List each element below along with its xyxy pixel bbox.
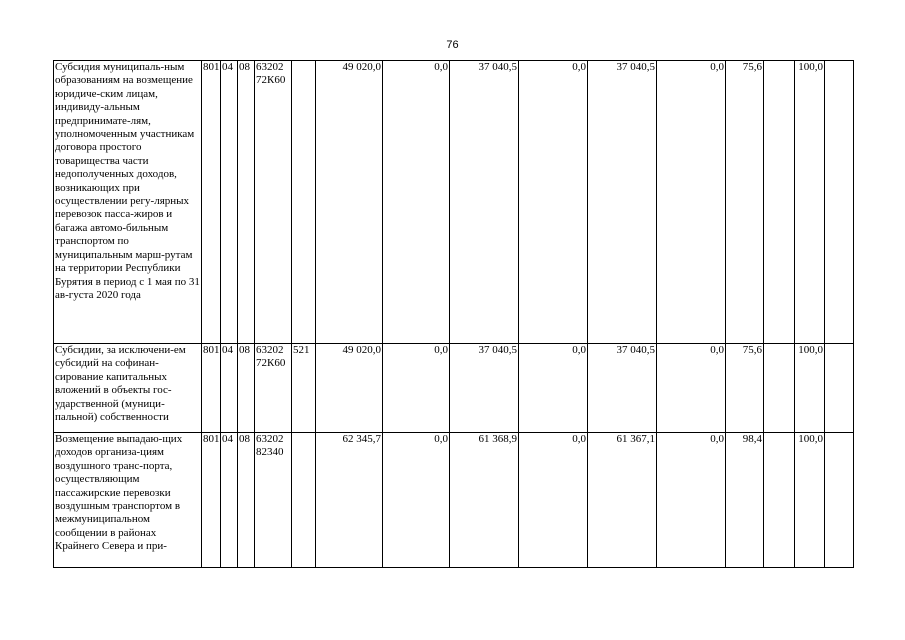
expense-type-code: 521 xyxy=(292,344,316,433)
section-code: 04 xyxy=(221,344,238,433)
expense-type-code xyxy=(292,433,316,568)
section-code: 04 xyxy=(221,433,238,568)
value-cell: 37 040,5 xyxy=(588,344,657,433)
page-number: 76 xyxy=(446,39,459,51)
ministry-code: 801 xyxy=(202,61,221,344)
value-cell: 0,0 xyxy=(519,61,588,344)
percent-cell: 100,0 xyxy=(795,344,825,433)
value-cell xyxy=(825,344,854,433)
value-cell xyxy=(764,61,795,344)
target-article-code: 63202 72К60 xyxy=(255,344,292,433)
percent-cell: 100,0 xyxy=(795,433,825,568)
target-article-code: 63202 82340 xyxy=(255,433,292,568)
table-row xyxy=(54,344,854,433)
ministry-code: 801 xyxy=(202,433,221,568)
percent-cell: 100,0 xyxy=(795,61,825,344)
value-cell: 61 368,9 xyxy=(450,433,519,568)
subsection-code: 08 xyxy=(238,61,255,344)
value-cell: 0,0 xyxy=(657,344,726,433)
percent-cell: 75,6 xyxy=(726,344,764,433)
subsection-code: 08 xyxy=(238,344,255,433)
value-cell xyxy=(825,433,854,568)
value-cell: 0,0 xyxy=(657,433,726,568)
value-cell: 0,0 xyxy=(383,433,450,568)
value-cell: 37 040,5 xyxy=(588,61,657,344)
row-description: Субсидия муниципаль-ным образованиям на возмещение юридиче-ским лицам, индивиду-альным предпринимате-лям, уполномоченным участникам договора простого товарищества части недополученных доходов, возникающих при осуществлении регу-лярных перевозок пасса-жиров и багажа автомо-бильным транспортом по муниципальным марш-рутам на территории Республики Бурятия в период с 1 мая по 31 ав-густа 2020 года xyxy=(54,61,202,344)
percent-cell: 98,4 xyxy=(726,433,764,568)
row-description: Субсидии, за исключени-ем субсидий на софинан-сирование капитальных вложений в объекты гос-ударственной (муници-пальной) собственности xyxy=(54,344,202,433)
value-cell: 0,0 xyxy=(657,61,726,344)
value-cell: 61 367,1 xyxy=(588,433,657,568)
row-description: Возмещение выпадаю-щих доходов организа-циям воздушного транс-порта, осуществляющим пассажирские перевозки воздушным транспортом в межмуниципальном сообщении в районах Крайнего Севера и при- xyxy=(54,433,202,568)
table-row xyxy=(54,61,854,344)
value-cell xyxy=(764,433,795,568)
value-cell: 62 345,7 xyxy=(316,433,383,568)
value-cell: 0,0 xyxy=(519,344,588,433)
value-cell xyxy=(825,61,854,344)
target-article-code: 63202 72К60 xyxy=(255,61,292,344)
value-cell: 37 040,5 xyxy=(450,61,519,344)
value-cell xyxy=(764,344,795,433)
budget-table xyxy=(53,60,854,568)
value-cell: 49 020,0 xyxy=(316,344,383,433)
expense-type-code xyxy=(292,61,316,344)
ministry-code: 801 xyxy=(202,344,221,433)
value-cell: 37 040,5 xyxy=(450,344,519,433)
value-cell: 0,0 xyxy=(383,344,450,433)
subsection-code: 08 xyxy=(238,433,255,568)
section-code: 04 xyxy=(221,61,238,344)
value-cell: 49 020,0 xyxy=(316,61,383,344)
percent-cell: 75,6 xyxy=(726,61,764,344)
value-cell: 0,0 xyxy=(383,61,450,344)
value-cell: 0,0 xyxy=(519,433,588,568)
table-row xyxy=(54,433,854,568)
